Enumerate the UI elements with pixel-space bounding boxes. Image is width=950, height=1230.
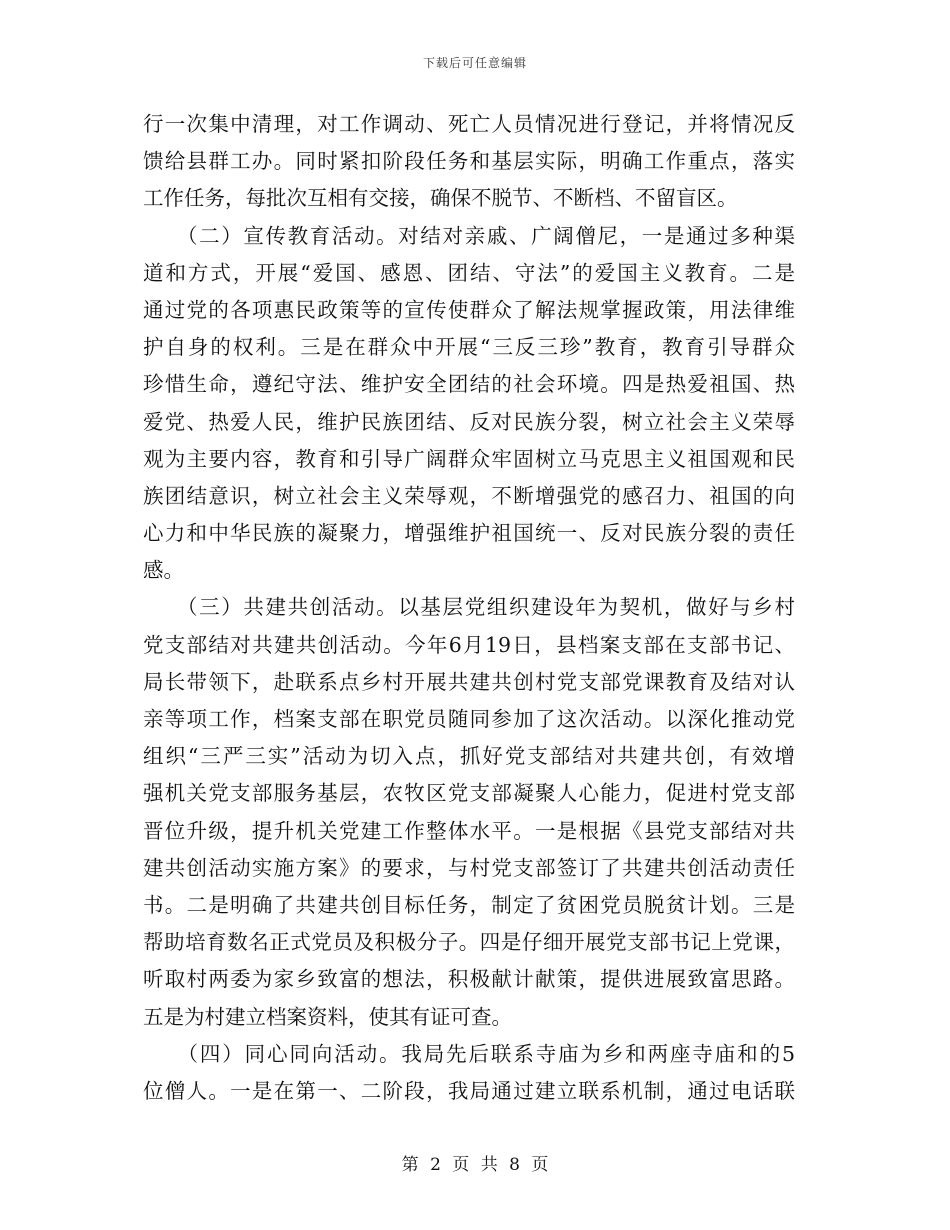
text-line: 五是为村建立档案资料，使其有证可查。	[143, 1004, 512, 1029]
text-line: 珍惜生命，遵纪守法、维护安全团结的社会环境。四是热爱祖国、热	[143, 372, 795, 397]
page-header: 下载后可任意编辑	[422, 56, 527, 70]
text-line: 书。二是明确了共建共创目标任务，制定了贫困党员脱贫计划。三是	[143, 892, 795, 917]
text-line: 建共创活动实施方案》的要求，与村党支部签订了共建共创活动责任	[143, 855, 795, 880]
text-line: 族团结意识，树立社会主义荣辱观，不断增强党的感召力、祖国的向	[143, 483, 795, 508]
text-line: 强机关党支部服务基层，农牧区党支部凝聚人心能力，促进村党支部	[143, 781, 795, 806]
text-line: 馈给县群工办。同时紧扣阶段任务和基层实际，明确工作重点，落实	[143, 149, 795, 174]
text-line: 亲等项工作，档案支部在职党员随同参加了这次活动。以深化推动党	[143, 707, 795, 731]
text-line: 组织“三严三实”活动为切入点，抓好党支部结对共建共创，有效增	[143, 744, 795, 769]
text-line: 工作任务，每批次互相有交接，确保不脱节、不断档、不留盲区。	[143, 186, 738, 211]
text-line: 道和方式，开展“爱国、感恩、团结、守法”的爱国主义教育。二是	[143, 260, 795, 285]
page-footer: 第 2 页 共 8 页	[401, 1155, 549, 1175]
text-line: 晋位升级，提升机关党建工作整体水平。一是根据《县党支部结对共	[143, 818, 795, 843]
text-line: 听取村两委为家乡致富的想法，积极献计献策，提供进展致富思路。	[143, 967, 795, 992]
text-line: 爱党、热爱人民，维护民族团结、反对民族分裂，树立社会主义荣辱	[143, 409, 795, 434]
text-line: （三）共建共创活动。以基层党组织建设年为契机，做好与乡村	[143, 595, 795, 620]
text-line: 位僧人。一是在第一、二阶段，我局通过建立联系机制，通过电话联	[143, 1078, 795, 1103]
text-line: 行一次集中清理，对工作调动、死亡人员情况进行登记，并将情况反	[143, 112, 795, 136]
text-line: （四）同心同向活动。我局先后联系寺庙为乡和两座寺庙和的5	[143, 1041, 795, 1066]
text-line: 观为主要内容，教育和引导广阔群众牢固树立马克思主义祖国观和民	[143, 446, 795, 471]
text-line: 局长带领下，赴联系点乡村开展共建共创村党支部党课教育及结对认	[143, 669, 795, 694]
text-line: 帮助培育数名正式党员及积极分子。四是仔细开展党支部书记上党课，	[143, 930, 795, 955]
document-body	[143, 106, 795, 1110]
text-line: 通过党的各项惠民政策等的宣传使群众了解法规掌握政策，用法律维	[143, 297, 795, 322]
text-line: 护自身的权利。三是在群众中开展“三反三珍”教育，教育引导群众	[143, 335, 795, 360]
text-line: 党支部结对共建共创活动。今年6月19日，县档案支部在支部书记、	[143, 632, 795, 657]
text-line: 感。	[143, 558, 184, 583]
text-line: （二）宣传教育活动。对结对亲戚、广阔僧尼，一是通过多种渠	[143, 223, 795, 248]
text-line: 心力和中华民族的凝聚力，增强维护祖国统一、反对民族分裂的责任	[143, 521, 795, 546]
